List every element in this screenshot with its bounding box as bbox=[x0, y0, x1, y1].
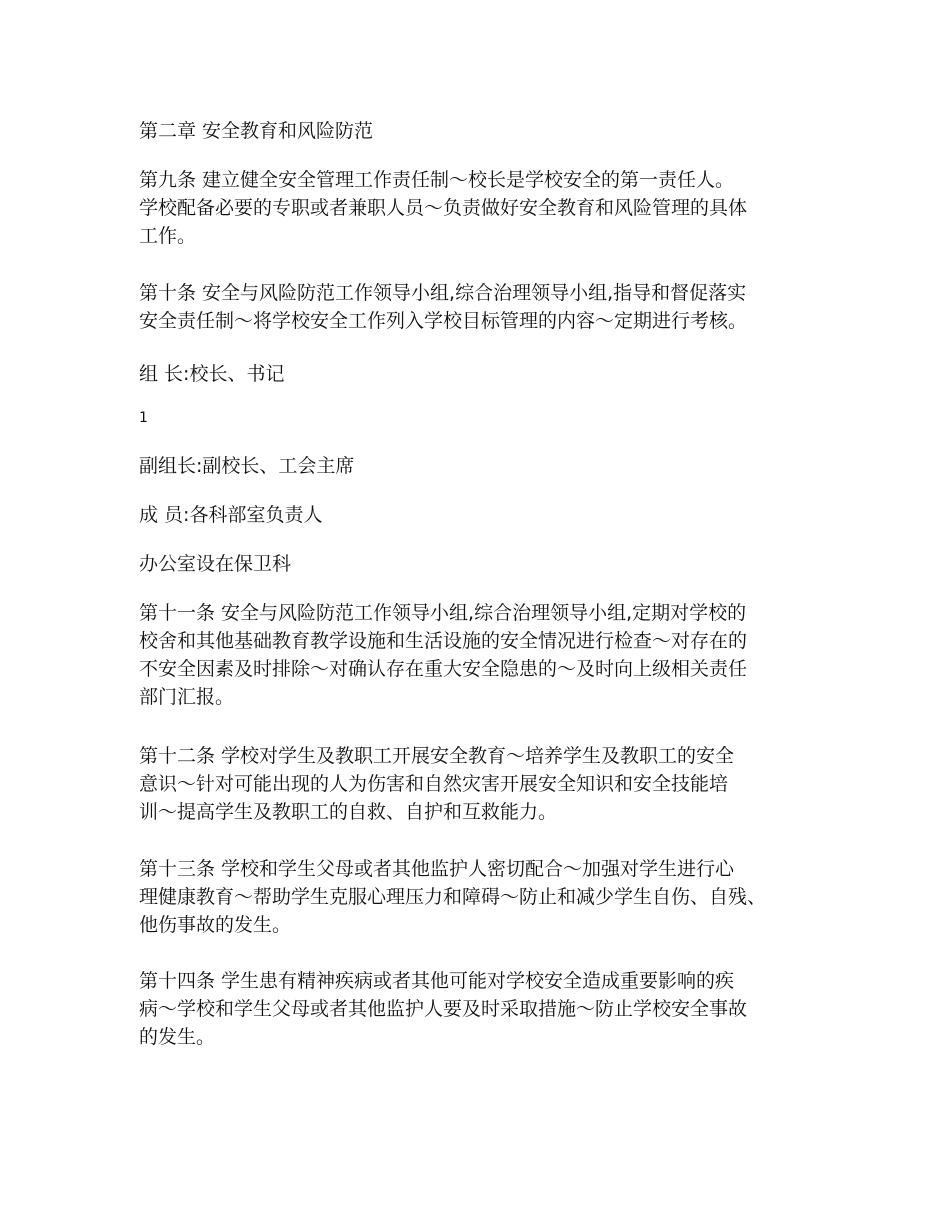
office-location bbox=[139, 550, 829, 578]
deputy-leader bbox=[139, 452, 829, 480]
article-11-line-1: 第十一条 安全与风险防范工作领导小组,综合治理领导小组,定期对学校的 bbox=[139, 602, 747, 624]
group-leader-text: 组 长:校长、书记 bbox=[139, 363, 285, 385]
group-leader bbox=[139, 360, 829, 388]
chapter-title-text: 第二章 安全教育和风险防范 bbox=[139, 120, 374, 142]
article-12-line-1: 第十二条 学校对学生及教职工开展安全教育～培养学生及教职工的安全 bbox=[139, 745, 735, 767]
article-9 bbox=[139, 166, 829, 250]
article-9-line-3: 工作。 bbox=[139, 225, 197, 247]
article-10-line-1: 第十条 安全与风险防范工作领导小组,综合治理领导小组,指导和督促落实 bbox=[139, 282, 747, 304]
article-10-line-2: 安全责任制～将学校安全工作列入学校目标管理的内容～定期进行考核。 bbox=[139, 310, 748, 332]
deputy-leader-text: 副组长:副校长、工会主席 bbox=[139, 455, 355, 477]
article-13-line-1: 第十三条 学校和学生父母或者其他监护人密切配合～加强对学生进行心 bbox=[139, 858, 735, 880]
article-9-line-1: 第九条 建立健全安全管理工作责任制～校长是学校安全的第一责任人。 bbox=[139, 169, 735, 191]
chapter-title bbox=[139, 117, 829, 145]
article-14-line-1: 第十四条 学生患有精神疾病或者其他可能对学校安全造成重要影响的疾 bbox=[139, 970, 735, 992]
members bbox=[139, 501, 829, 529]
article-12-line-2: 意识～针对可能出现的人为伤害和自然灾害开展安全知识和安全技能培 bbox=[139, 773, 729, 795]
page-number bbox=[139, 408, 829, 428]
article-11-line-2: 校舍和其他基础教育教学设施和生活设施的安全情况进行检查～对存在的 bbox=[139, 630, 748, 652]
article-12 bbox=[139, 742, 829, 826]
article-13-line-3: 他伤事故的发生。 bbox=[139, 914, 292, 936]
article-14-line-3: 的发生。 bbox=[139, 1026, 216, 1048]
article-11 bbox=[139, 599, 829, 711]
article-12-line-3: 训～提高学生及教职工的自救、自护和互救能力。 bbox=[139, 801, 558, 823]
article-11-line-3: 不安全因素及时排除～对确认存在重大安全隐患的～及时向上级相关责任 bbox=[139, 658, 748, 680]
article-14-line-2: 病～学校和学生父母或者其他监护人要及时采取措施～防止学校安全事故 bbox=[139, 998, 748, 1020]
article-11-line-4: 部门汇报。 bbox=[139, 686, 235, 708]
members-text: 成 员:各科部室负责人 bbox=[139, 504, 323, 526]
page-number-text: 1 bbox=[139, 410, 148, 426]
article-9-line-2: 学校配备必要的专职或者兼职人员～负责做好安全教育和风险管理的具体 bbox=[139, 197, 748, 219]
article-10 bbox=[139, 279, 829, 335]
office-location-text: 办公室设在保卫科 bbox=[139, 553, 292, 575]
article-13-line-2: 理健康教育～帮助学生克服心理压力和障碍～防止和减少学生自伤、自残、 bbox=[139, 886, 767, 908]
article-14 bbox=[139, 967, 829, 1051]
article-13 bbox=[139, 855, 829, 939]
